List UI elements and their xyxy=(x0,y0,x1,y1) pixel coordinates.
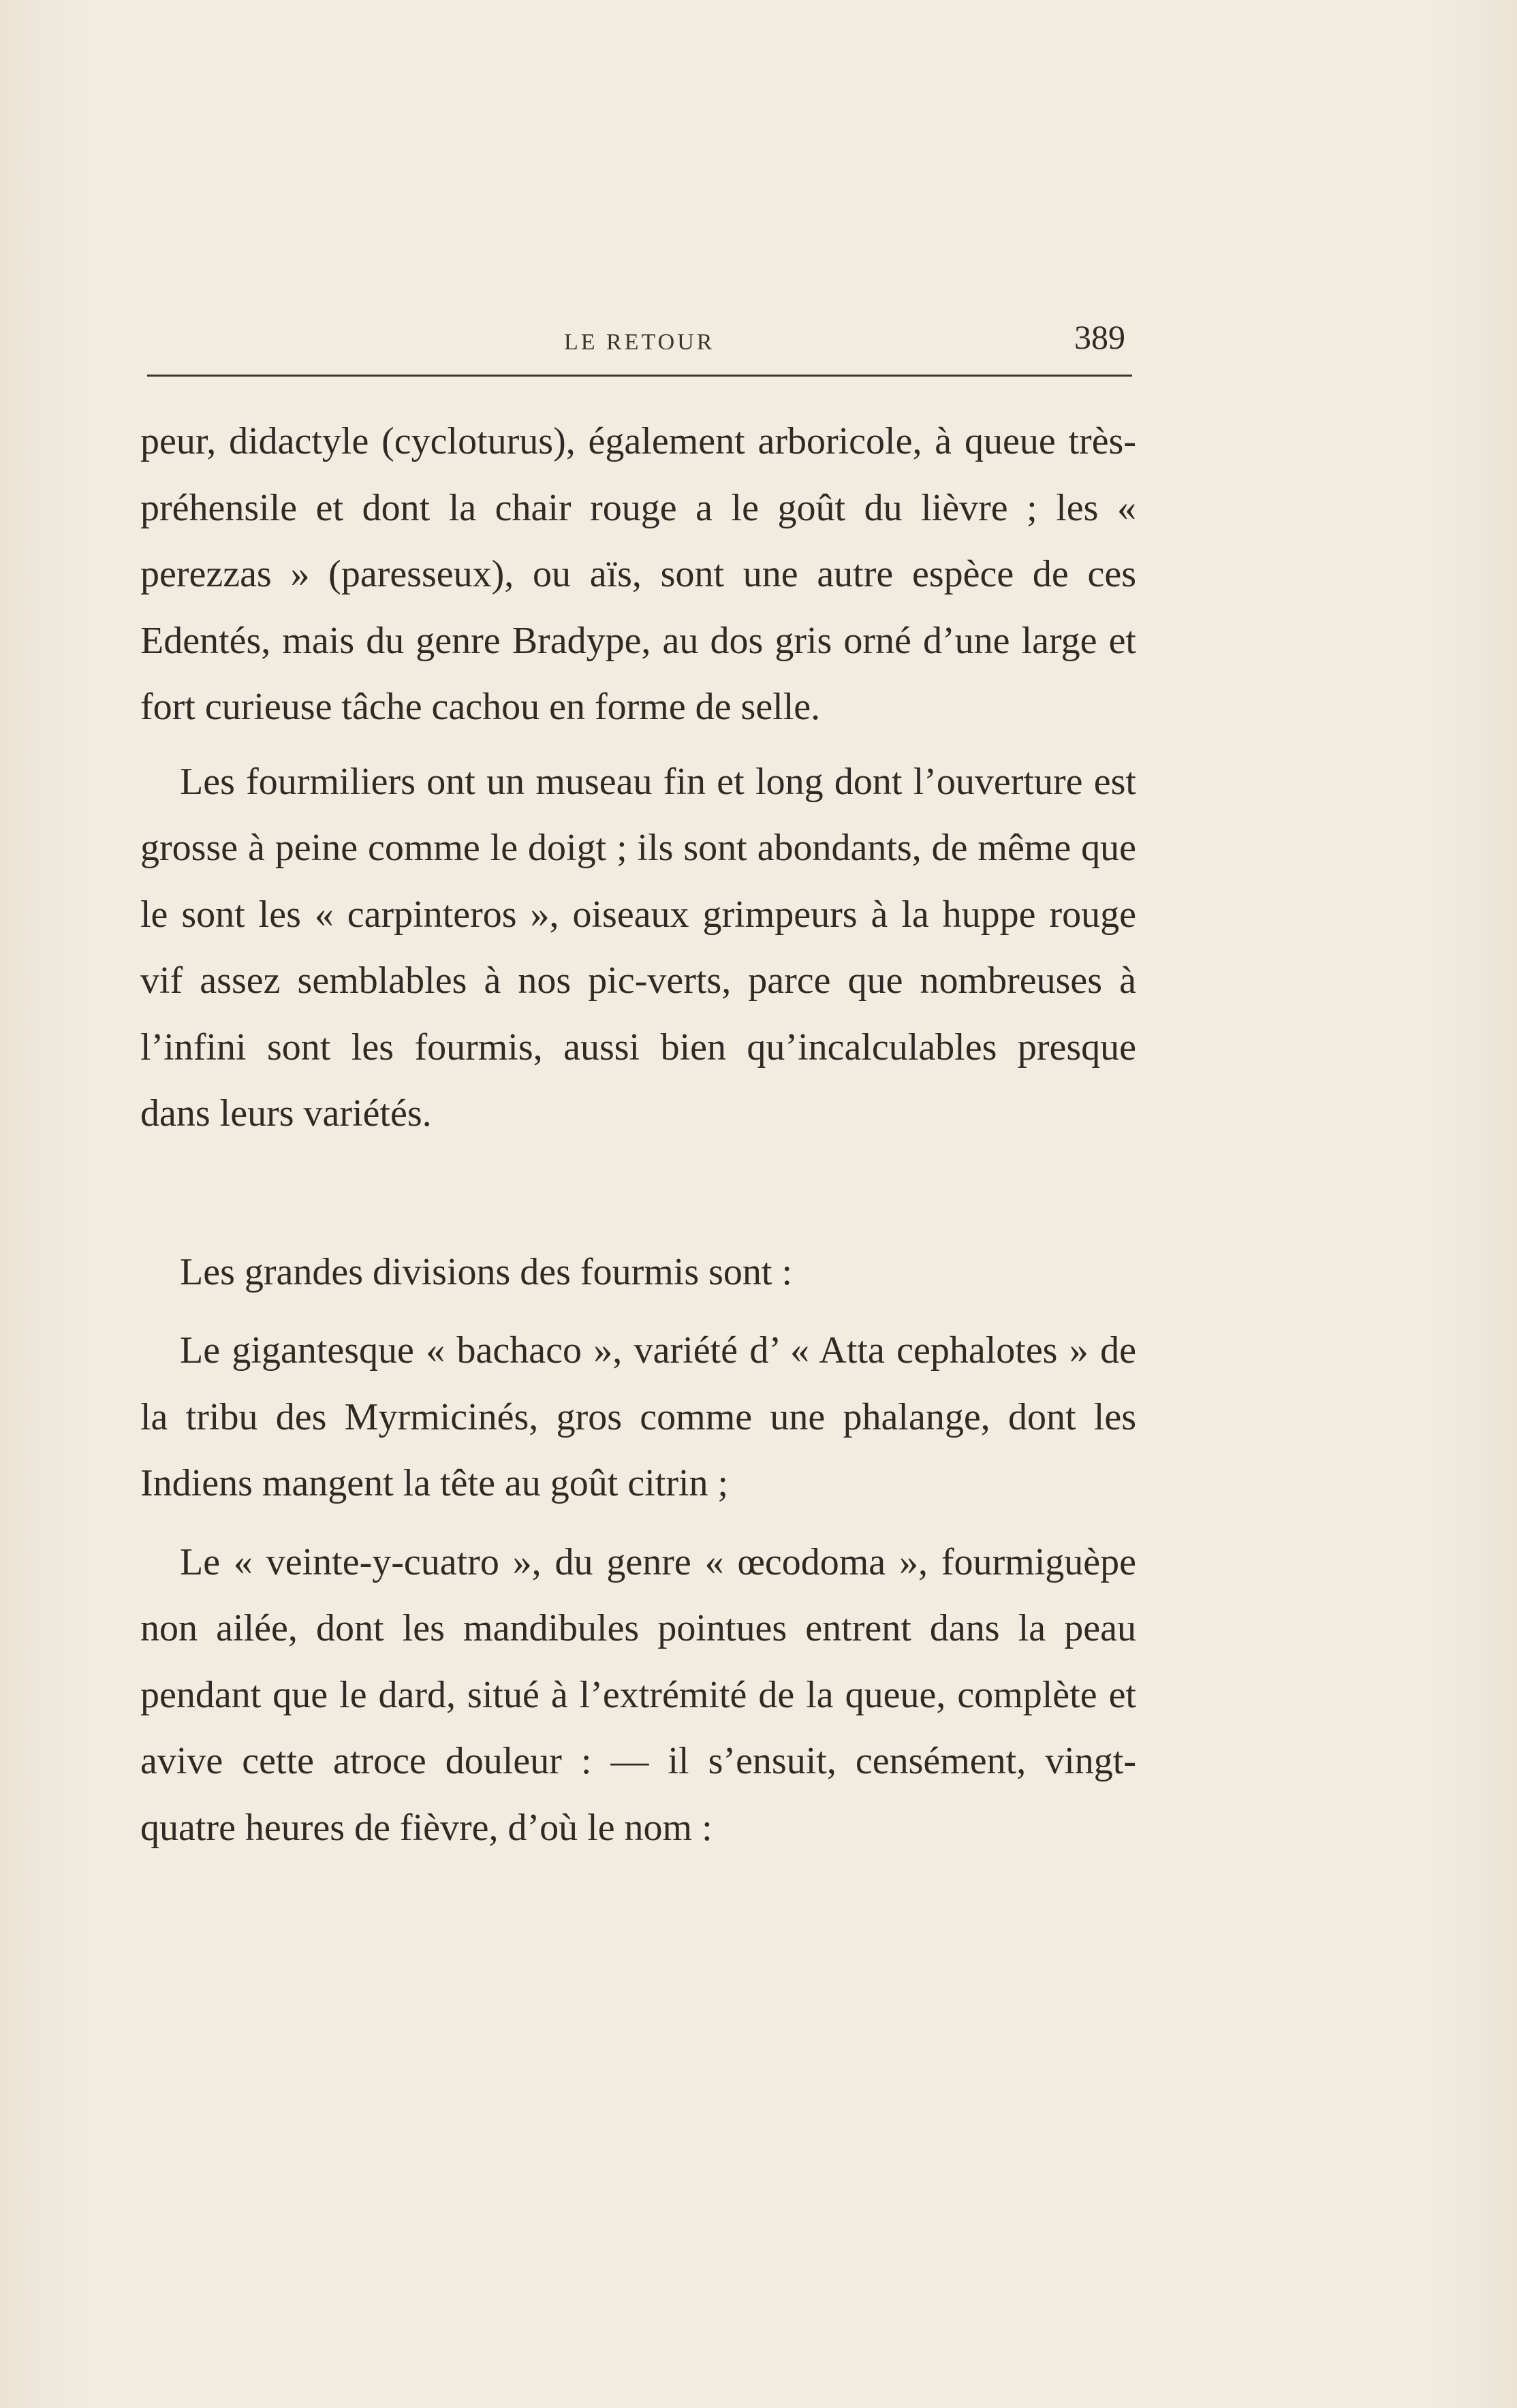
paragraph-fourmiliers: Les fourmiliers ont un museau fin et long dont l’ouverture est grosse à peine comme le doigt ; ils sont abondants, de même que le sont les « carpinteros », oiseaux grimpeurs à la huppe rouge vif assez semblables à nos pic-verts, parce que nombreuses à l’infini sont les fourmis, aussi bien qu’incalculables presque dans leurs variétés. xyxy=(140,760,1136,1135)
page-number: 389 xyxy=(1074,318,1125,356)
paragraph-continued: peur, didactyle (cycloturus), également arboricole, à queue très-préhensile et dont la chair rouge a le goût du lièvre ; les « perezzas » (paresseux), ou aïs, sont une autre espèce de ces Edentés, mais du genre Bradype, au dos gris orné d’une large et fort curieuse tâche cachou en forme de selle. xyxy=(140,420,1136,728)
page-header xyxy=(147,315,1132,362)
running-title: LE RETOUR xyxy=(564,330,715,355)
paragraph-divisions-heading: Les grandes divisions des fourmis sont : xyxy=(180,1250,793,1293)
paragraph-veinte-y-cuatro: Le « veinte-y-cuatro », du genre « œcodoma », fourmiguèpe non ailée, dont les mandibules pointues entrent dans la peau pendant que le dard, situé à l’extrémité de la queue, complète et avive cette atroce douleur : — il s’ensuit, censément, vingt-quatre heures de fièvre, d’où le nom : xyxy=(140,1540,1136,1849)
paragraph-bachaco: Le gigantesque « bachaco », variété d’ « Atta cephalotes » de la tribu des Myrmicinés, gros comme une phalange, dont les Indiens mangent la tête au goût citrin ; xyxy=(140,1329,1136,1504)
body-text xyxy=(140,409,1136,1861)
header-rule xyxy=(147,375,1132,377)
